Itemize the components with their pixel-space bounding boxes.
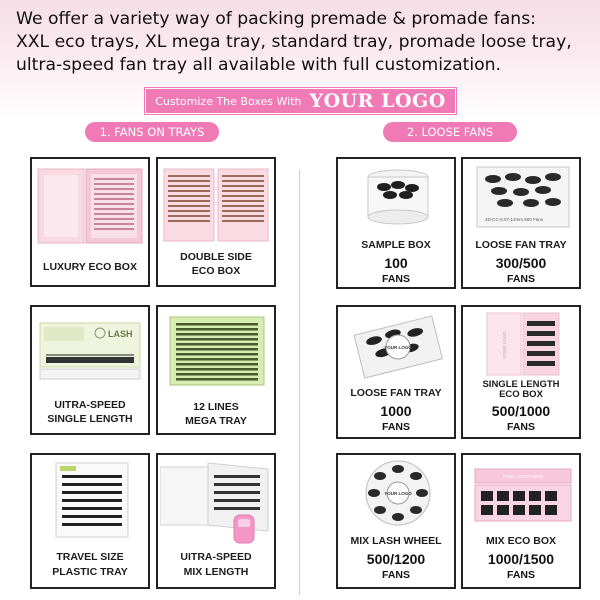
tray-label-5a: TRAVEL SIZE	[56, 551, 124, 563]
tray-label-4a: 12 LINES	[193, 401, 239, 413]
product-brand-text: LASH	[108, 329, 133, 339]
loose-qty-2: 300/500	[495, 255, 547, 271]
card-luxury-eco-box[interactable]	[30, 157, 150, 287]
ultra-speed-single-length-image	[38, 321, 142, 381]
single-length-eco-box-image	[483, 311, 563, 377]
banner-logo-text: YOUR LOGO	[309, 90, 446, 112]
double-side-eco-box-image	[162, 167, 270, 245]
loose-tray-logo-text: YOUR LOGO	[384, 345, 412, 350]
card-double-side-eco-box[interactable]	[156, 157, 276, 287]
loose-qty-1: 100	[384, 255, 408, 271]
section-divider	[299, 170, 300, 595]
tray-label-2a: DOUBLE SIDE	[180, 251, 252, 263]
lash-wheel-logo-text: YOUR LOGO	[384, 491, 412, 496]
loose-tray-spec-text: 4D-CC-0.07-12mm 500 Fans	[485, 217, 544, 222]
banner-lead-text: Customize The Boxes With	[155, 94, 302, 108]
card-sample-box[interactable]	[336, 157, 456, 289]
loose-name-5: MIX LASH WHEEL	[350, 535, 442, 547]
loose-name-2: LOOSE FAN TRAY	[475, 239, 567, 251]
headline	[16, 8, 591, 77]
card-mix-eco-box[interactable]	[461, 453, 581, 589]
loose-fan-tray-image	[475, 165, 571, 229]
headline-line-1: We offer a variety way of packing premade & promade fans:	[16, 9, 536, 29]
card-ultra-speed-mix-length[interactable]	[156, 453, 276, 589]
customize-banner	[145, 88, 456, 114]
sample-box-image	[360, 167, 436, 229]
loose-unit-2: FANS	[506, 273, 535, 285]
mix-eco-box-image	[473, 465, 573, 525]
section-header-trays: 1. FANS ON TRAYS	[85, 122, 219, 142]
loose-name-1: SAMPLE BOX	[361, 239, 431, 251]
loose-qty-3: 1000	[380, 403, 412, 419]
loose-fan-tray-1000-image	[348, 311, 448, 381]
loose-name-6: MIX ECO BOX	[485, 535, 556, 547]
mix-lash-wheel-image	[364, 459, 432, 527]
tray-label-3b: SINGLE LENGTH	[47, 413, 133, 425]
tray-label-4b: MEGA TRAY	[185, 415, 247, 427]
headline-line-2: XXL eco trays, XL mega tray, standard tray, promade loose tray,	[16, 32, 572, 52]
tray-label-3a: UITRA-SPEED	[54, 399, 126, 411]
card-12-lines-mega-tray[interactable]	[156, 305, 276, 435]
eco-box-logo-text: YOUR LOGO	[502, 331, 507, 359]
section-header-loose: 2. LOOSE FANS	[383, 122, 517, 142]
card-ultra-speed-single-length[interactable]	[30, 305, 150, 435]
card-single-length-eco-box[interactable]	[461, 305, 581, 439]
tray-label-1: LUXURY ECO BOX	[43, 261, 137, 273]
loose-name-4b: ECO BOX	[499, 389, 543, 400]
tray-label-6b: MIX LENGTH	[183, 566, 249, 578]
tray-label-6a: UITRA-SPEED	[180, 551, 252, 563]
card-travel-size-plastic-tray[interactable]	[30, 453, 150, 589]
loose-qty-6: 1000/1500	[487, 551, 555, 567]
mega-tray-image	[168, 315, 266, 387]
card-loose-fan-tray-1000[interactable]	[336, 305, 456, 439]
card-mix-lash-wheel[interactable]	[336, 453, 456, 589]
headline-line-3: ultra-speed fan tray all available with full customization.	[16, 55, 501, 75]
luxury-eco-box-image	[36, 167, 144, 247]
loose-qty-5: 500/1200	[366, 551, 426, 567]
card-loose-fan-tray-300-500[interactable]	[461, 157, 581, 289]
loose-qty-4: 500/1000	[491, 403, 551, 419]
tray-label-5b: PLASTIC TRAY	[52, 566, 128, 578]
loose-name-4a: SINGLE LENGTH	[482, 379, 560, 390]
travel-tray-image	[54, 461, 130, 539]
loose-name-3: LOOSE FAN TRAY	[350, 387, 442, 399]
loose-unit-6: FANS	[506, 569, 535, 581]
loose-unit-3: FANS	[381, 421, 410, 433]
ultra-speed-mix-length-image	[160, 461, 274, 545]
tray-label-2b: ECO BOX	[191, 265, 241, 277]
loose-unit-4: FANS	[506, 421, 535, 433]
loose-unit-1: FANS	[381, 273, 410, 285]
loose-unit-5: FANS	[381, 569, 410, 581]
mix-eco-box-logo-text: YOUR LOGO HERE	[502, 474, 544, 479]
